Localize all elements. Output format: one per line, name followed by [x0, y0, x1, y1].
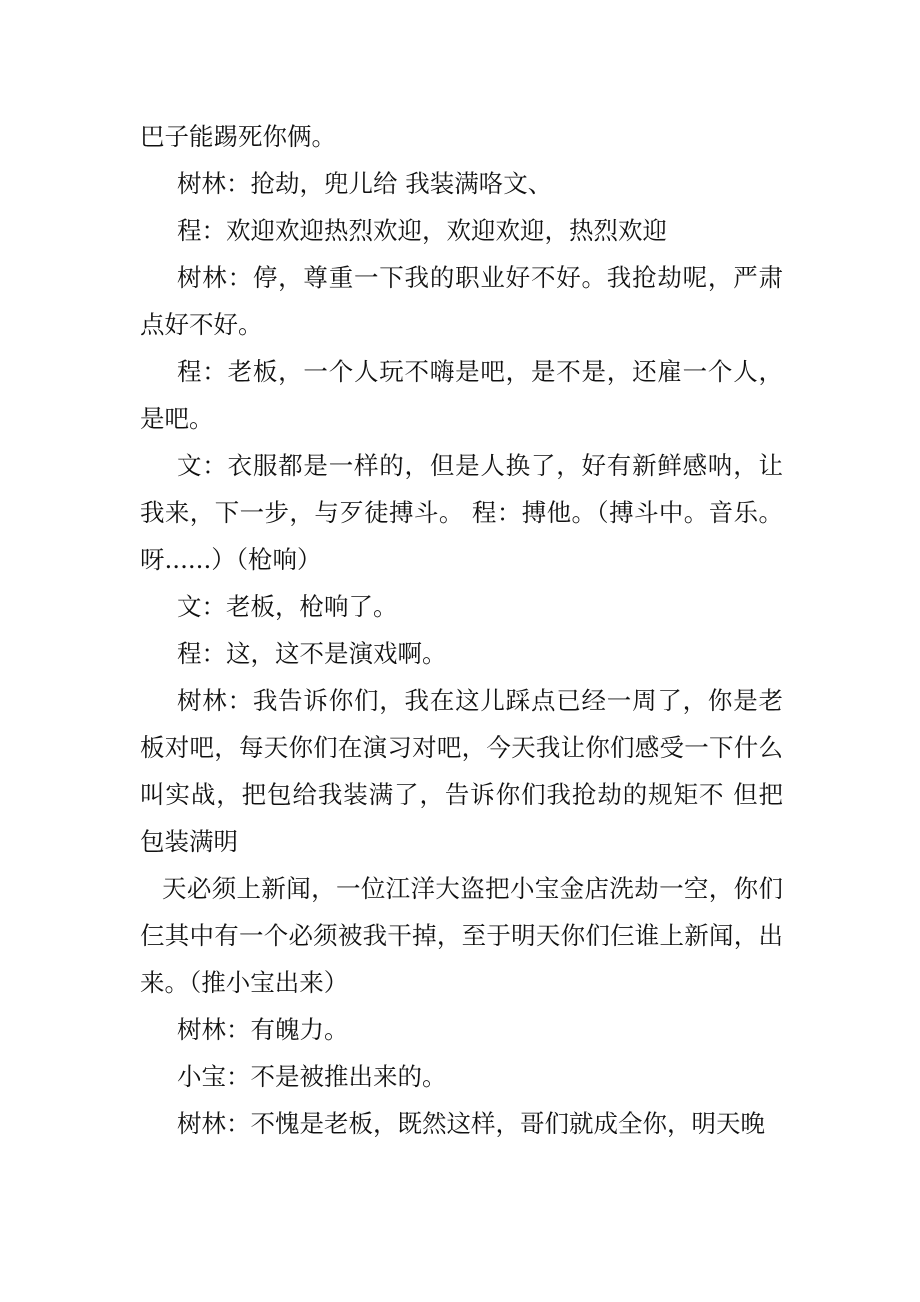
paragraph-8: 程：这，这不是演戏啊。: [177, 639, 447, 668]
paragraph-9: 树林：我告诉你们，我在这儿踩点已经一周了，你是老板对吧，每天你们在演习对吧，今天我让你们感受一下什么叫实战，把包给我装满了，告诉你们我抢劫的规矩不 但把包装满明: [140, 686, 783, 856]
paragraph-5: 程：老板，一个人玩不嗨是吧，是不是，还雇一个人，是吧。: [140, 357, 783, 433]
paragraph-3: 程：欢迎欢迎热烈欢迎，欢迎欢迎，热烈欢迎: [177, 216, 667, 245]
paragraph-11: 树林：有魄力。: [177, 1015, 349, 1044]
paragraph-12: 小宝：不是被推出来的。: [177, 1062, 447, 1091]
document-body: [140, 113, 783, 1147]
paragraph-10: 天必须上新闻，一位江洋大盗把小宝金店洗劫一空，你们仨其中有一个必须被我干掉，至于明天你们仨谁上新闻，出来。（推小宝出来）: [140, 874, 783, 997]
paragraph-1: 巴子能踢死你俩。: [140, 122, 336, 151]
paragraph-6: 文：衣服都是一样的，但是人换了，好有新鲜感呐，让我来，下一步，与歹徒搏斗。 程：搏他。（搏斗中。音乐。呀......）（枪响）: [140, 451, 783, 574]
paragraph-2: 树林：抢劫，兜儿给 我装满咯文、: [177, 169, 553, 198]
paragraph-4: 树林：停，尊重一下我的职业好不好。我抢劫呢，严肃点好不好。: [140, 263, 783, 339]
paragraph-7: 文：老板，枪响了。: [177, 592, 398, 621]
paragraph-13: 树林：不愧是老板，既然这样，哥们就成全你，明天晚: [177, 1109, 765, 1138]
